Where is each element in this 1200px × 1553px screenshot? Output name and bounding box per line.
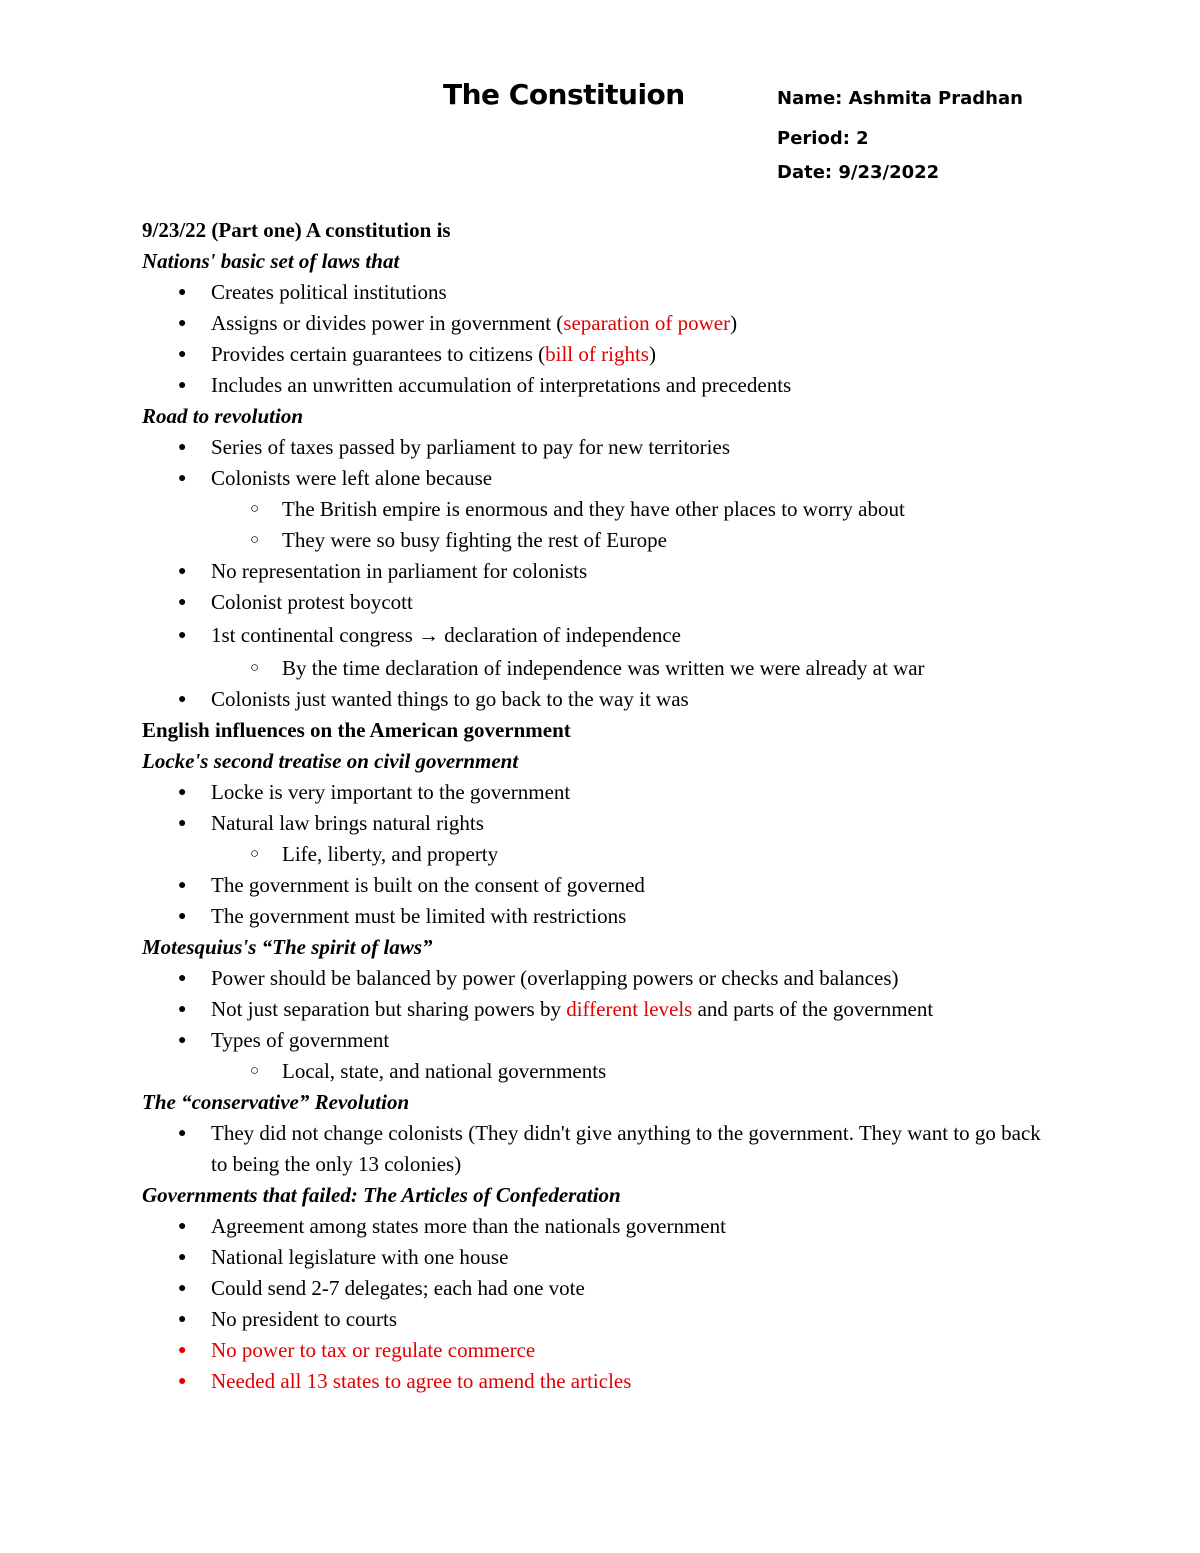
bullet-item: ● They did not change colonists (They didn't give anything to the government. They want to go back to being the only 13 colonies) (142, 1118, 1041, 1180)
bullet-item: ● No power to tax or regulate commerce (142, 1335, 1062, 1366)
highlighted-term: separation of power (563, 311, 731, 335)
bullet-icon: ● (178, 1250, 187, 1265)
bullet-item: ● National legislature with one house (142, 1242, 1062, 1273)
bullet-icon: ● (178, 1033, 187, 1048)
subsection-heading: Governments that failed: The Articles of Confederation (142, 1183, 621, 1207)
bullet-icon: ● (178, 878, 187, 893)
class-period: Period: 2 (777, 128, 869, 149)
bullet-item: ● Creates political institutions (142, 277, 1062, 308)
bullet-icon: ● (178, 595, 187, 610)
circle-bullet-icon: ○ (250, 532, 260, 548)
bullet-icon: ● (178, 1002, 187, 1017)
bullet-icon: ● (178, 971, 187, 986)
subsection-heading: Nations' basic set of laws that (142, 249, 400, 273)
bullet-item: ● Locke is very important to the government (142, 777, 1062, 808)
bullet-item: ● Not just separation but sharing powers by different levels and parts of the government (142, 994, 1062, 1025)
bullet-item: ● 1st continental congress → declaration of independence (142, 618, 1062, 653)
bullet-icon: ● (178, 1281, 187, 1296)
sub-bullet-item: ○ The British empire is enormous and they have other places to worry about (142, 494, 1062, 525)
bullet-item: ● The government is built on the consent of governed (142, 870, 1062, 901)
bullet-icon: ● (178, 316, 187, 331)
sub-bullet-item: ○ They were so busy fighting the rest of Europe (142, 525, 1062, 556)
bullet-item: ● Provides certain guarantees to citizens (bill of rights) (142, 339, 1062, 370)
document-date: Date: 9/23/2022 (777, 162, 940, 183)
section-heading: English influences on the American government (142, 718, 571, 742)
highlighted-term: bill of rights (545, 342, 649, 366)
subsection-heading: Road to revolution (142, 404, 304, 428)
bullet-icon: ● (178, 1343, 187, 1358)
bullet-icon: ● (178, 1312, 187, 1327)
bullet-item: ● The government must be limited with restrictions (142, 901, 1062, 932)
bullet-icon: ● (178, 909, 187, 924)
bullet-item: ● Series of taxes passed by parliament to pay for new territories (142, 432, 1062, 463)
bullet-item: ● Colonist protest boycott (142, 587, 1062, 618)
bullet-item: ● Natural law brings natural rights (142, 808, 1062, 839)
bullet-icon: ● (178, 628, 187, 643)
bullet-item: ● Power should be balanced by power (overlapping powers or checks and balances) (142, 963, 1062, 994)
sub-bullet-item: ○ Local, state, and national governments (142, 1056, 1062, 1087)
bullet-icon: ● (178, 692, 187, 707)
subsection-heading: The “conservative” Revolution (142, 1090, 410, 1114)
student-name: Name: Ashmita Pradhan (777, 88, 1023, 109)
subsection-heading: Motesquius's “The spirit of laws” (142, 935, 433, 959)
bullet-icon: ● (178, 1126, 187, 1141)
bullet-item: ● No president to courts (142, 1304, 1062, 1335)
sub-bullet-item: ○ Life, liberty, and property (142, 839, 1062, 870)
bullet-icon: ● (178, 1219, 187, 1234)
circle-bullet-icon: ○ (250, 846, 260, 862)
circle-bullet-icon: ○ (250, 660, 260, 676)
notes-body (142, 215, 1062, 1397)
bullet-icon: ● (178, 816, 187, 831)
circle-bullet-icon: ○ (250, 501, 260, 517)
bullet-icon: ● (178, 1374, 187, 1389)
bullet-icon: ● (178, 378, 187, 393)
bullet-item: ● Assigns or divides power in government (separation of power) (142, 308, 1062, 339)
bullet-icon: ● (178, 347, 187, 362)
section-heading: 9/23/22 (Part one) A constitution is (142, 218, 451, 242)
bullet-item: ● No representation in parliament for colonists (142, 556, 1062, 587)
bullet-item: ● Types of government (142, 1025, 1062, 1056)
bullet-icon: ● (178, 285, 187, 300)
bullet-icon: ● (178, 440, 187, 455)
bullet-item: ● Includes an unwritten accumulation of interpretations and precedents (142, 370, 1062, 401)
subsection-heading: Locke's second treatise on civil government (142, 749, 519, 773)
document-title: The Constituion (443, 78, 685, 111)
bullet-item: ● Could send 2-7 delegates; each had one vote (142, 1273, 1062, 1304)
highlighted-term: different levels (566, 997, 693, 1021)
bullet-item: ● Colonists just wanted things to go back to the way it was (142, 684, 1062, 715)
bullet-item: ● Needed all 13 states to agree to amend the articles (142, 1366, 1062, 1397)
bullet-item: ● Colonists were left alone because (142, 463, 1062, 494)
bullet-icon: ● (178, 471, 187, 486)
sub-bullet-item: ○ By the time declaration of independence was written we were already at war (142, 653, 1062, 684)
bullet-icon: ● (178, 564, 187, 579)
bullet-icon: ● (178, 785, 187, 800)
circle-bullet-icon: ○ (250, 1063, 260, 1079)
bullet-item: ● Agreement among states more than the nationals government (142, 1211, 1062, 1242)
